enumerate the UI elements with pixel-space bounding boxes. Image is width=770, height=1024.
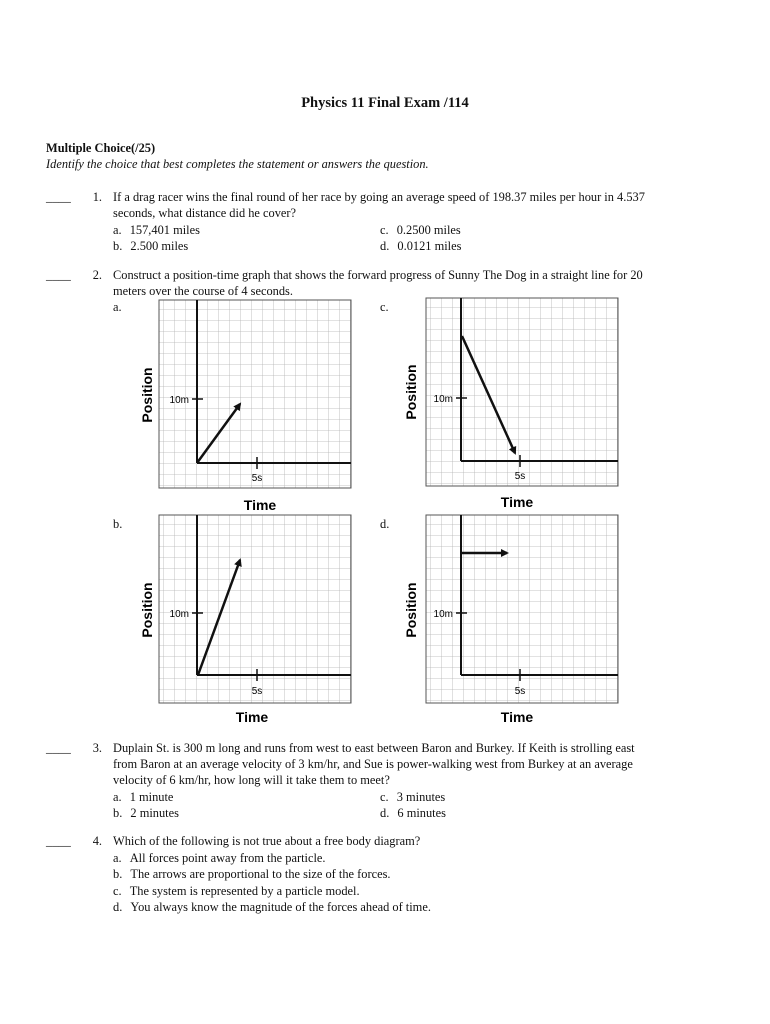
y-tick-label: 10m bbox=[169, 395, 189, 406]
y-axis-label: Position bbox=[403, 582, 419, 638]
option-letter: d. bbox=[380, 806, 390, 820]
answer-blank[interactable]: ____ bbox=[46, 268, 71, 282]
question-text-line: meters over the course of 4 seconds. bbox=[113, 284, 293, 298]
y-axis-label: Position bbox=[139, 582, 155, 638]
position-time-graph-a bbox=[130, 298, 360, 516]
question-number: 4. bbox=[92, 834, 102, 848]
option-text: 2 minutes bbox=[130, 806, 179, 820]
question-text-line: Duplain St. is 300 m long and runs from west to east between Baron and Burkey. If Keith is strolling east bbox=[113, 741, 635, 755]
option-c bbox=[113, 883, 360, 899]
position-time-graph-d bbox=[397, 513, 627, 731]
position-time-graph-b bbox=[130, 513, 360, 731]
option-letter: b. bbox=[113, 867, 123, 881]
x-tick-label: 5s bbox=[251, 473, 263, 484]
option-b bbox=[113, 805, 179, 821]
answer-blank[interactable]: ____ bbox=[46, 834, 71, 848]
option-a bbox=[113, 789, 173, 805]
option-text: All forces point away from the particle. bbox=[129, 851, 326, 865]
option-letter-b: b. bbox=[113, 517, 123, 531]
option-c bbox=[380, 222, 461, 238]
option-letter-d: d. bbox=[380, 517, 390, 531]
question-text-line: If a drag racer wins the final round of her race by going an average speed of 198.37 miles per hour in 4.537 bbox=[113, 190, 645, 204]
question-text-line: Construct a position-time graph that shows the forward progress of Sunny The Dog in a straight line for 20 bbox=[113, 268, 643, 282]
option-text: 0.0121 miles bbox=[397, 239, 462, 253]
option-letter: d. bbox=[380, 239, 390, 253]
option-text: 0.2500 miles bbox=[396, 223, 461, 237]
option-text: 1 minute bbox=[129, 790, 174, 804]
option-c bbox=[380, 789, 445, 805]
option-letter-c: c. bbox=[380, 300, 389, 314]
instructions: Identify the choice that best completes the statement or answers the question. bbox=[46, 157, 429, 171]
y-axis-label: Position bbox=[139, 367, 155, 423]
option-letter: a. bbox=[113, 790, 122, 804]
question-text-line: Which of the following is not true about a free body diagram? bbox=[113, 834, 421, 848]
option-text: The system is represented by a particle model. bbox=[129, 884, 360, 898]
x-tick-label: 5s bbox=[251, 686, 263, 697]
position-time-graph-c bbox=[397, 296, 627, 514]
answer-blank[interactable]: ____ bbox=[46, 741, 71, 755]
x-tick-label: 5s bbox=[514, 686, 526, 697]
option-letter-a: a. bbox=[113, 300, 122, 314]
option-a bbox=[113, 222, 200, 238]
x-tick-label: 5s bbox=[514, 471, 526, 482]
option-b bbox=[113, 866, 391, 882]
option-text: The arrows are proportional to the size of the forces. bbox=[130, 867, 391, 881]
option-letter: d. bbox=[113, 900, 123, 914]
y-tick-label: 10m bbox=[433, 609, 453, 620]
x-axis-label: Time bbox=[500, 709, 534, 725]
x-axis-label: Time bbox=[500, 494, 534, 510]
option-letter: a. bbox=[113, 851, 122, 865]
exam-title: Physics 11 Final Exam /114 bbox=[301, 95, 469, 111]
question-text-line: seconds, what distance did he cover? bbox=[113, 206, 297, 220]
question-number: 2. bbox=[92, 268, 102, 282]
question-text-line: from Baron at an average velocity of 3 km/hr, and Sue is power-walking west from Burkey at an average bbox=[113, 757, 633, 771]
y-tick-label: 10m bbox=[433, 394, 453, 405]
answer-blank[interactable]: ____ bbox=[46, 190, 71, 204]
option-d bbox=[380, 238, 461, 254]
y-tick-label: 10m bbox=[169, 609, 189, 620]
option-text: 2.500 miles bbox=[130, 239, 189, 253]
option-d bbox=[113, 899, 431, 915]
y-axis-label: Position bbox=[403, 364, 419, 420]
option-text: 3 minutes bbox=[396, 790, 446, 804]
option-text: You always know the magnitude of the forces ahead of time. bbox=[130, 900, 431, 914]
x-axis-label: Time bbox=[235, 709, 269, 725]
option-b bbox=[113, 238, 188, 254]
option-d bbox=[380, 805, 446, 821]
section-title: Multiple Choice(/25) bbox=[46, 141, 156, 155]
option-text: 157,401 miles bbox=[129, 223, 200, 237]
option-letter: c. bbox=[380, 790, 389, 804]
option-letter: a. bbox=[113, 223, 122, 237]
question-number: 1. bbox=[92, 190, 102, 204]
graph-grid bbox=[159, 300, 351, 488]
option-a bbox=[113, 850, 326, 866]
option-letter: c. bbox=[380, 223, 389, 237]
graph-grid bbox=[426, 298, 618, 486]
question-text-line: velocity of 6 km/hr, how long will it take them to meet? bbox=[113, 773, 390, 787]
option-letter: b. bbox=[113, 239, 123, 253]
x-axis-label: Time bbox=[243, 497, 277, 513]
question-number: 3. bbox=[92, 741, 102, 755]
option-letter: c. bbox=[113, 884, 122, 898]
option-letter: b. bbox=[113, 806, 123, 820]
option-text: 6 minutes bbox=[397, 806, 446, 820]
